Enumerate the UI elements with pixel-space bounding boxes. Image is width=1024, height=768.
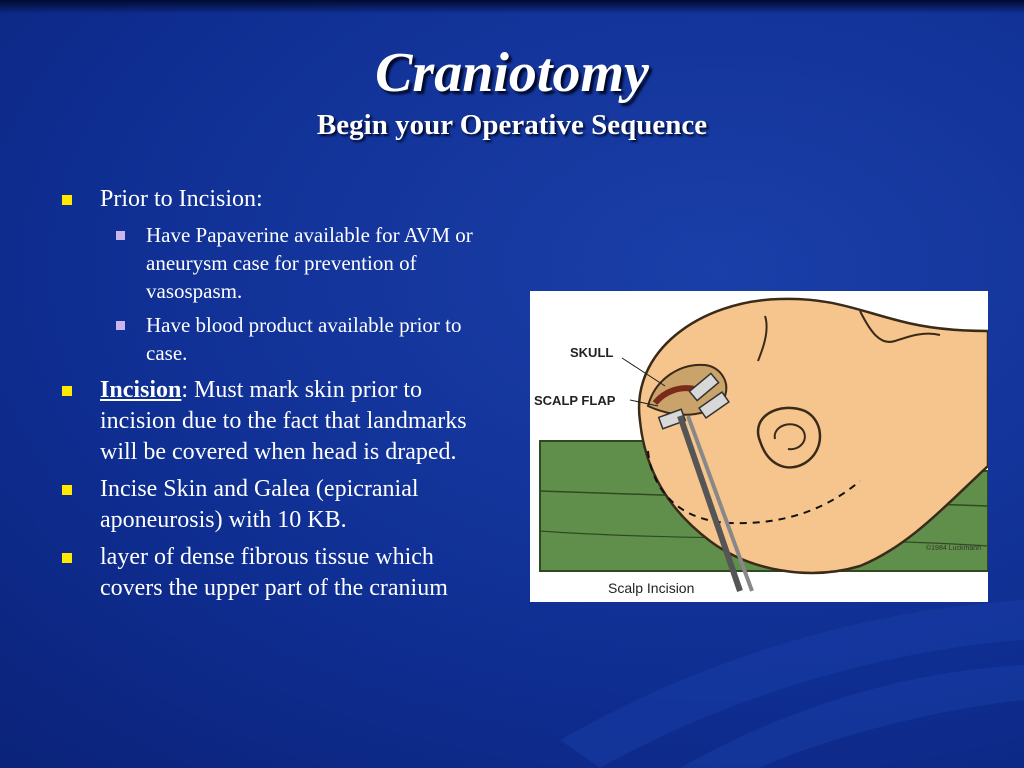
yellow-square-bullet-icon [62,553,72,563]
scalp-incision-illustration [530,291,988,602]
sub-bullet-text: Have Papaverine available for AVM or aneurysm case for prevention of vasospasm. [146,223,473,303]
title-block [0,42,1024,142]
yellow-square-bullet-icon [62,195,72,205]
slide-subtitle: Begin your Operative Sequence [316,109,708,141]
bullet-prior-to-incision [62,184,492,215]
top-shadow-bar [0,0,1024,14]
figure-credit: ©1984 Luckmann [926,545,981,552]
bullet-text: layer of dense fibrous tissue which covers the upper part of the cranium [100,544,448,601]
bullet-text: Prior to Incision: [100,186,263,212]
bullet-list [62,184,492,610]
sub-bullet-text: Have blood product available prior to case. [146,313,462,365]
sub-bullet-papaverine [100,221,492,305]
figure-caption: Scalp Incision [608,580,695,596]
bullet-incision [62,375,492,468]
bullet-text: Incise Skin and Galea (epicranial aponeurosis) with 10 KB. [100,476,419,533]
sub-bullet-list [100,221,492,367]
bullet-text: : Must mark skin prior to incision due to the fact that landmarks will be covered when head is draped. [100,377,467,465]
lavender-square-bullet-icon [116,321,125,330]
lavender-square-bullet-icon [116,231,125,240]
yellow-square-bullet-icon [62,485,72,495]
bullet-dense-tissue [62,542,492,604]
label-scalp-flap: SCALP FLAP [534,393,616,408]
incision-term: Incision [100,377,182,403]
label-skull: SKULL [570,345,614,360]
illustration-svg [530,291,988,602]
slide-title: Craniotomy [375,42,649,104]
sub-bullet-blood-product [100,311,492,367]
bullet-incise-skin [62,474,492,536]
yellow-square-bullet-icon [62,386,72,396]
